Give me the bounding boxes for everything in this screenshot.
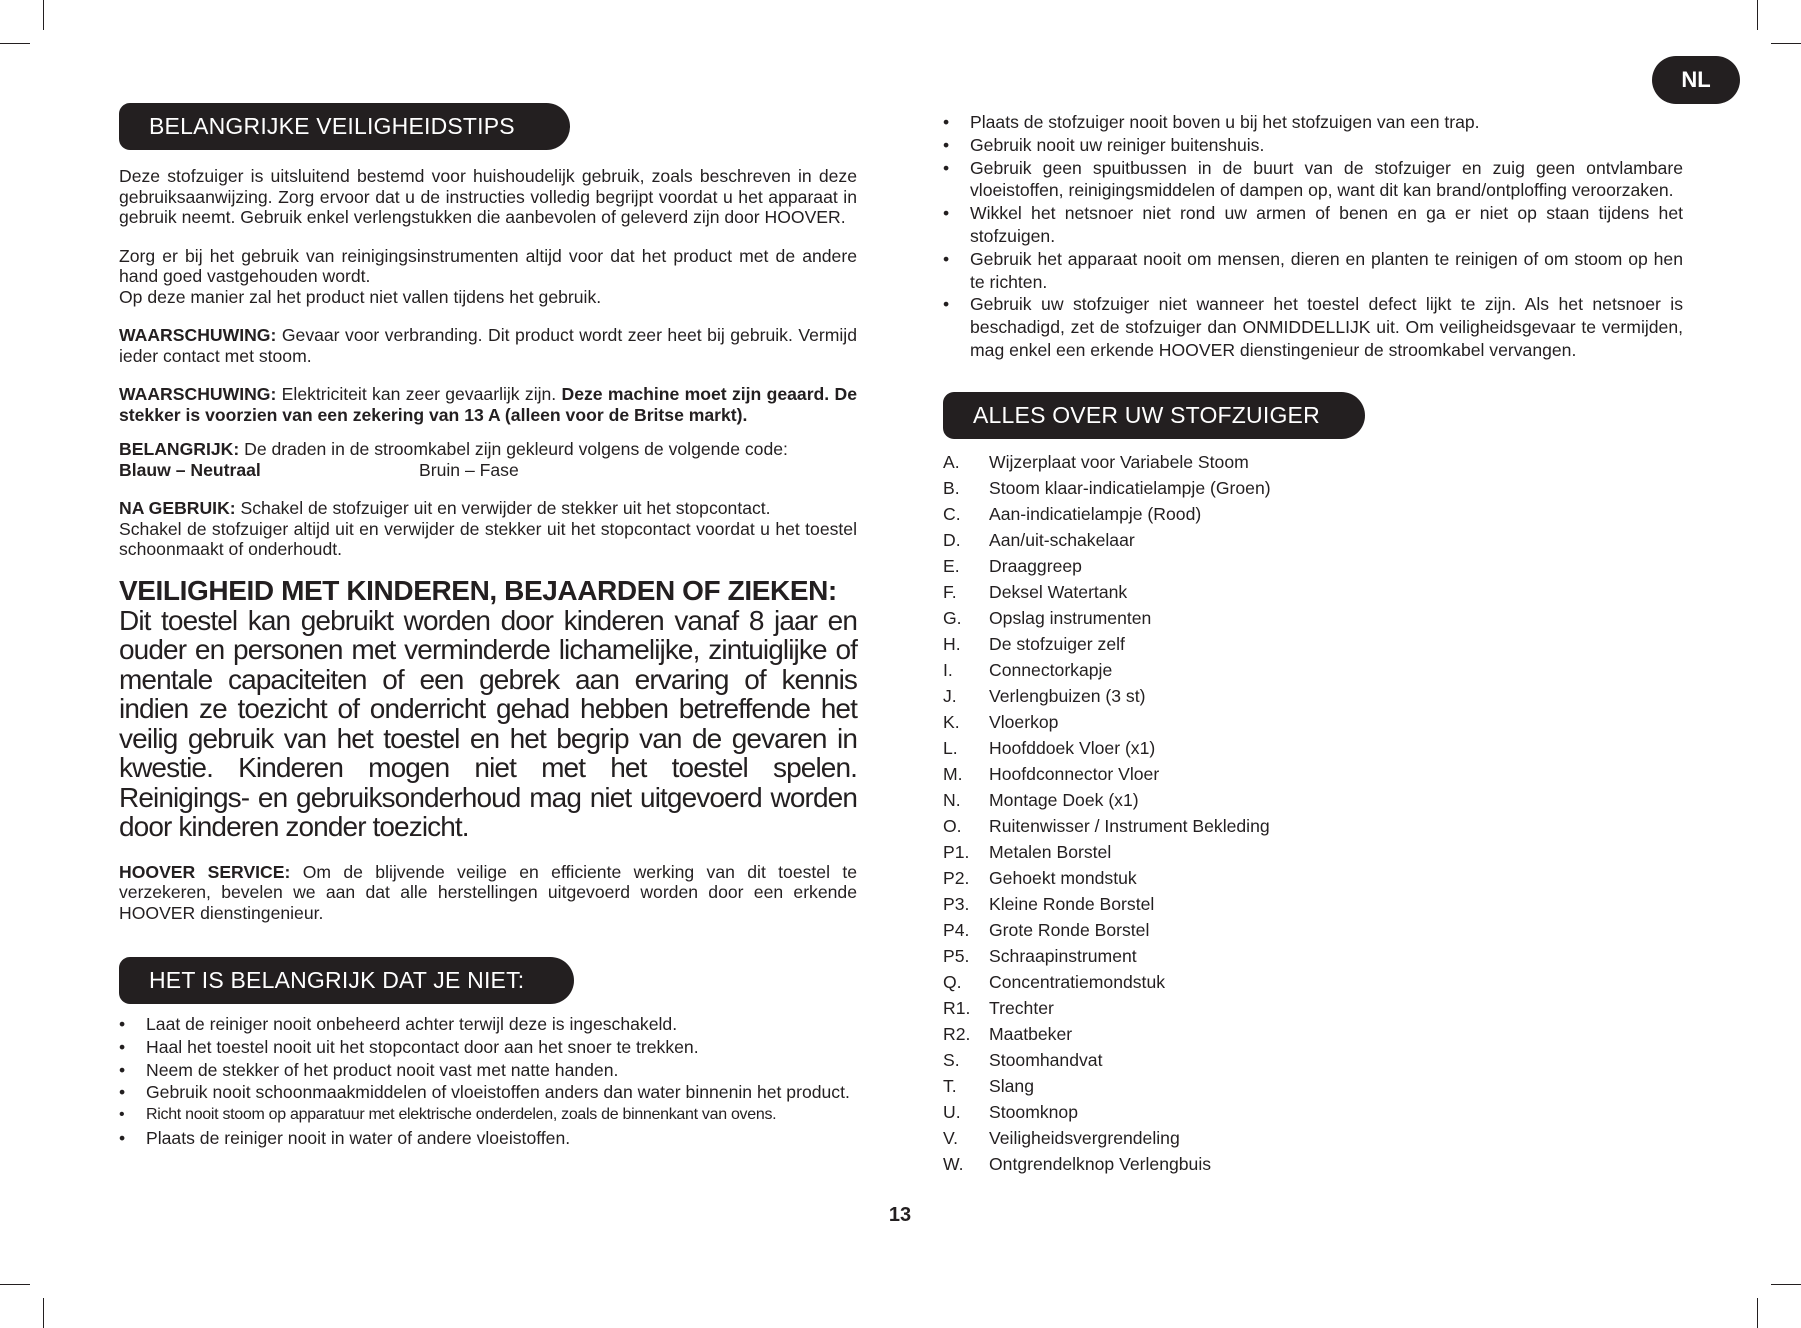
parts-list-item	[943, 1151, 1683, 1177]
parts-list-item	[943, 709, 1683, 735]
part-letter: U.	[943, 1101, 961, 1122]
parts-list-item	[943, 943, 1683, 969]
list-item: • Haal het toestel nooit uit het stopcontact door aan het snoer te trekken.	[119, 1036, 699, 1057]
part-label: Gehoekt mondstuk	[989, 867, 1137, 888]
part-label: Concentratiemondstuk	[989, 971, 1166, 992]
parts-list-item	[943, 683, 1683, 709]
part-letter: O.	[943, 815, 962, 836]
part-label: De stofzuiger zelf	[989, 633, 1125, 654]
list-item: • Plaats de stofzuiger nooit boven u bij het stofzuigen van een trap.	[943, 112, 1480, 132]
children-safety-text: Dit toestel kan gebruikt worden door kinderen vanaf 8 jaar en ouder en personen met verminderde lichamelijke, zintuiglijke of mentale capaciteiten of een gebrek aan ervaring of kennis indien ze toezicht of onderricht gehad hebben betreffende het veilig gebruik van het toestel en het begrip van de gevaren in kwestie. Kinderen mogen niet met het toestel spelen. Reinigings- en gebruiksonderhoud mag niet uitgevoerd worden door kinderen zonder toezicht.	[119, 604, 857, 842]
important-text: De draden in de stroomkabel zijn gekleurd volgens de volgende code:	[239, 439, 788, 459]
warning-bold-text: Deze machine moet zijn geaard. De stekker is voorzien van een zekering van 13 A (alleen voor de Britse markt).	[119, 384, 857, 425]
part-label: Ruitenwisser / Instrument Bekleding	[989, 815, 1270, 836]
section-heading-safety: BELANGRIJKE VEILIGHEIDSTIPS	[119, 103, 570, 150]
warning-text: Gevaar voor verbranding. Dit product wordt zeer heet bij gebruik. Vermijd ieder contact met stoom.	[119, 325, 857, 366]
part-letter: Q.	[943, 971, 962, 992]
crop-mark	[0, 1284, 30, 1285]
part-letter: G.	[943, 607, 962, 628]
part-label: Maatbeker	[989, 1023, 1073, 1044]
wire-blue: Blauw – Neutraal	[119, 459, 261, 480]
intro-paragraph: Deze stofzuiger is uitsluitend bestemd voor huishoudelijk gebruik, zoals beschreven in deze gebruiksaanwijzing. Zorg ervoor dat u de instructies volledig begrijpt voordat u het apparaat in gebruik neemt. Gebruik enkel verlengstukken die aanbevolen of geleverd zijn door HOOVER.	[119, 166, 857, 227]
parts-list-item	[943, 969, 1683, 995]
do-not-list	[119, 1013, 857, 1150]
crop-mark	[1771, 1284, 1801, 1285]
parts-list-item	[943, 865, 1683, 891]
list-item: • Laat de reiniger nooit onbeheerd achter terwijl deze is ingeschakeld.	[119, 1014, 678, 1034]
part-letter: V.	[943, 1127, 959, 1148]
part-letter: I.	[943, 659, 953, 680]
part-label: Schraapinstrument	[989, 945, 1137, 966]
part-label: Wijzerplaat voor Variabele Stoom	[989, 451, 1249, 472]
warning-text: Elektriciteit kan zeer gevaarlijk zijn.	[276, 384, 562, 404]
parts-list-item	[943, 475, 1683, 501]
list-item: • Richt nooit stoom op apparatuur met elektrische onderdelen, zoals de binnenkant van ovens.	[119, 1106, 777, 1124]
warning-label: WAARSCHUWING:	[119, 325, 277, 345]
crop-mark	[0, 43, 30, 44]
after-use-text-2: Schakel de stofzuiger altijd uit en verwijder de stekker uit het stopcontact voordat u het toestel schoonmaakt of onderhoudt.	[119, 518, 857, 559]
hold-text-2: Op deze manier zal het product niet vallen tijdens het gebruik.	[119, 286, 602, 307]
list-item: • Gebruik uw stofzuiger niet wanneer het toestel defect lijkt te zijn. Als het netsnoer is beschadigd, zet de stofzuiger dan ONMIDDELLIJK uit. Om veiligheidsgevaar te vermijden, mag enkel een erkende HOOVER dienstingenieur de stroomkabel vervangen.	[943, 294, 1683, 360]
part-label: Draaggreep	[989, 555, 1082, 576]
parts-list-item	[943, 449, 1683, 475]
part-label: Aan/uit-schakelaar	[989, 529, 1135, 550]
part-letter: F.	[943, 581, 957, 602]
parts-list-item	[943, 657, 1683, 683]
parts-list-item	[943, 631, 1683, 657]
parts-list-item	[943, 761, 1683, 787]
part-label: Montage Doek (x1)	[989, 789, 1139, 810]
part-letter: R1.	[943, 997, 971, 1018]
list-item: • Gebruik nooit schoonmaakmiddelen of vloeistoffen anders dan water binnenin het product.	[119, 1082, 850, 1103]
part-letter: P5.	[943, 945, 970, 966]
after-use-paragraph	[119, 498, 857, 560]
part-label: Ontgrendelknop Verlengbuis	[989, 1153, 1212, 1174]
part-letter: M.	[943, 763, 963, 784]
parts-list-item	[943, 527, 1683, 553]
part-letter: P2.	[943, 867, 970, 888]
part-label: Stoomhandvat	[989, 1049, 1103, 1070]
parts-list-item	[943, 553, 1683, 579]
part-label: Metalen Borstel	[989, 841, 1112, 862]
part-letter: W.	[943, 1153, 964, 1174]
wire-brown: Bruin – Fase	[419, 459, 519, 480]
service-paragraph	[119, 862, 857, 924]
after-use-label: NA GEBRUIK:	[119, 498, 236, 518]
part-label: Opslag instrumenten	[989, 607, 1152, 628]
important-paragraph	[119, 439, 857, 480]
do-not-list-continued	[943, 111, 1683, 362]
part-letter: R2.	[943, 1023, 971, 1044]
parts-list-item	[943, 1047, 1683, 1073]
list-item: • Gebruik geen spuitbussen in de buurt van de stofzuiger en zuig geen ontvlambare vloeistoffen, reinigingsmiddelen of dampen op, want dit kan brand/ontploffing veroorzaken.	[943, 157, 1683, 201]
part-letter: P1.	[943, 841, 970, 862]
part-label: Grote Ronde Borstel	[989, 919, 1150, 940]
service-label: HOOVER SERVICE:	[119, 861, 291, 882]
part-letter: L.	[943, 737, 958, 758]
part-label: Kleine Ronde Borstel	[989, 893, 1155, 914]
part-letter: P4.	[943, 919, 970, 940]
page-number: 13	[888, 1204, 912, 1226]
warning-electric	[119, 384, 857, 425]
crop-mark	[1771, 43, 1801, 44]
part-label: Veiligheidsvergrendeling	[989, 1127, 1180, 1148]
part-letter: K.	[943, 711, 960, 732]
part-letter: B.	[943, 477, 960, 498]
crop-mark	[43, 0, 44, 30]
part-letter: N.	[943, 789, 961, 810]
section-heading-do-not: HET IS BELANGRIJK DAT JE NIET:	[119, 957, 574, 1004]
after-use-text: Schakel de stofzuiger uit en verwijder de stekker uit het stopcontact.	[235, 498, 771, 518]
crop-mark	[1757, 1298, 1758, 1328]
parts-list-item	[943, 1125, 1683, 1151]
list-item: • Wikkel het netsnoer niet rond uw armen of benen en ga er niet op staan tijdens het stofzuigen.	[943, 203, 1683, 246]
parts-list-item	[943, 891, 1683, 917]
important-label: BELANGRIJK:	[119, 439, 240, 459]
part-letter: H.	[943, 633, 961, 654]
parts-list-item	[943, 995, 1683, 1021]
section-heading-parts: ALLES OVER UW STOFZUIGER	[943, 392, 1365, 439]
part-label: Hoofddoek Vloer (x1)	[989, 737, 1156, 758]
part-letter: D.	[943, 529, 961, 550]
list-item: • Gebruik het apparaat nooit om mensen, dieren en planten te reinigen of om stoom op hen te richten.	[943, 248, 1683, 292]
parts-list-item	[943, 917, 1683, 943]
part-label: Deksel Watertank	[989, 581, 1128, 602]
parts-list-item	[943, 735, 1683, 761]
part-label: Aan-indicatielampje (Rood)	[989, 503, 1202, 524]
crop-mark	[43, 1298, 44, 1328]
part-letter: A.	[943, 451, 960, 472]
parts-list-item	[943, 1073, 1683, 1099]
hold-text: Zorg er bij het gebruik van reinigingsinstrumenten altijd voor dat het product met de andere hand goed vastgehouden wordt.	[119, 245, 857, 286]
part-label: Slang	[989, 1075, 1034, 1096]
part-label: Vloerkop	[989, 711, 1059, 732]
children-safety-title: VEILIGHEID MET KINDEREN, BEJAARDEN OF ZIEKEN:	[119, 574, 837, 606]
warning-label: WAARSCHUWING:	[119, 384, 277, 404]
parts-list-item	[943, 839, 1683, 865]
language-badge: NL	[1652, 56, 1740, 104]
left-column	[119, 103, 857, 1150]
hold-paragraph	[119, 246, 857, 308]
list-item: • Gebruik nooit uw reiniger buitenshuis.	[943, 134, 1265, 155]
part-letter: S.	[943, 1049, 960, 1070]
right-column	[943, 111, 1683, 1177]
list-item: • Plaats de reiniger nooit in water of andere vloeistoffen.	[119, 1127, 571, 1148]
list-item: • Neem de stekker of het product nooit vast met natte handen.	[119, 1059, 619, 1080]
parts-list-item	[943, 787, 1683, 813]
parts-list-item	[943, 605, 1683, 631]
part-letter: C.	[943, 503, 961, 524]
parts-list-item	[943, 1099, 1683, 1125]
warning-burn	[119, 325, 857, 366]
part-label: Trechter	[989, 997, 1054, 1018]
part-label: Stoom klaar-indicatielampje (Groen)	[989, 477, 1271, 498]
part-letter: E.	[943, 555, 960, 576]
part-label: Connectorkapje	[989, 659, 1113, 680]
parts-list	[943, 449, 1683, 1177]
parts-list-item	[943, 579, 1683, 605]
service-text: Om de blijvende veilige en efficiente werking van dit toestel te verzekeren, bevelen we aan dat alle herstellingen uitgevoerd worden door een erkende HOOVER dienstingenieur.	[119, 861, 858, 923]
parts-list-item	[943, 501, 1683, 527]
part-letter: P3.	[943, 893, 970, 914]
part-label: Verlengbuizen (3 st)	[989, 685, 1146, 706]
part-label: Hoofdconnector Vloer	[989, 763, 1160, 784]
parts-list-item	[943, 813, 1683, 839]
part-letter: T.	[943, 1075, 957, 1096]
parts-list-item	[943, 1021, 1683, 1047]
part-letter: J.	[943, 685, 957, 706]
part-label: Stoomknop	[989, 1101, 1078, 1122]
crop-mark	[1757, 0, 1758, 30]
